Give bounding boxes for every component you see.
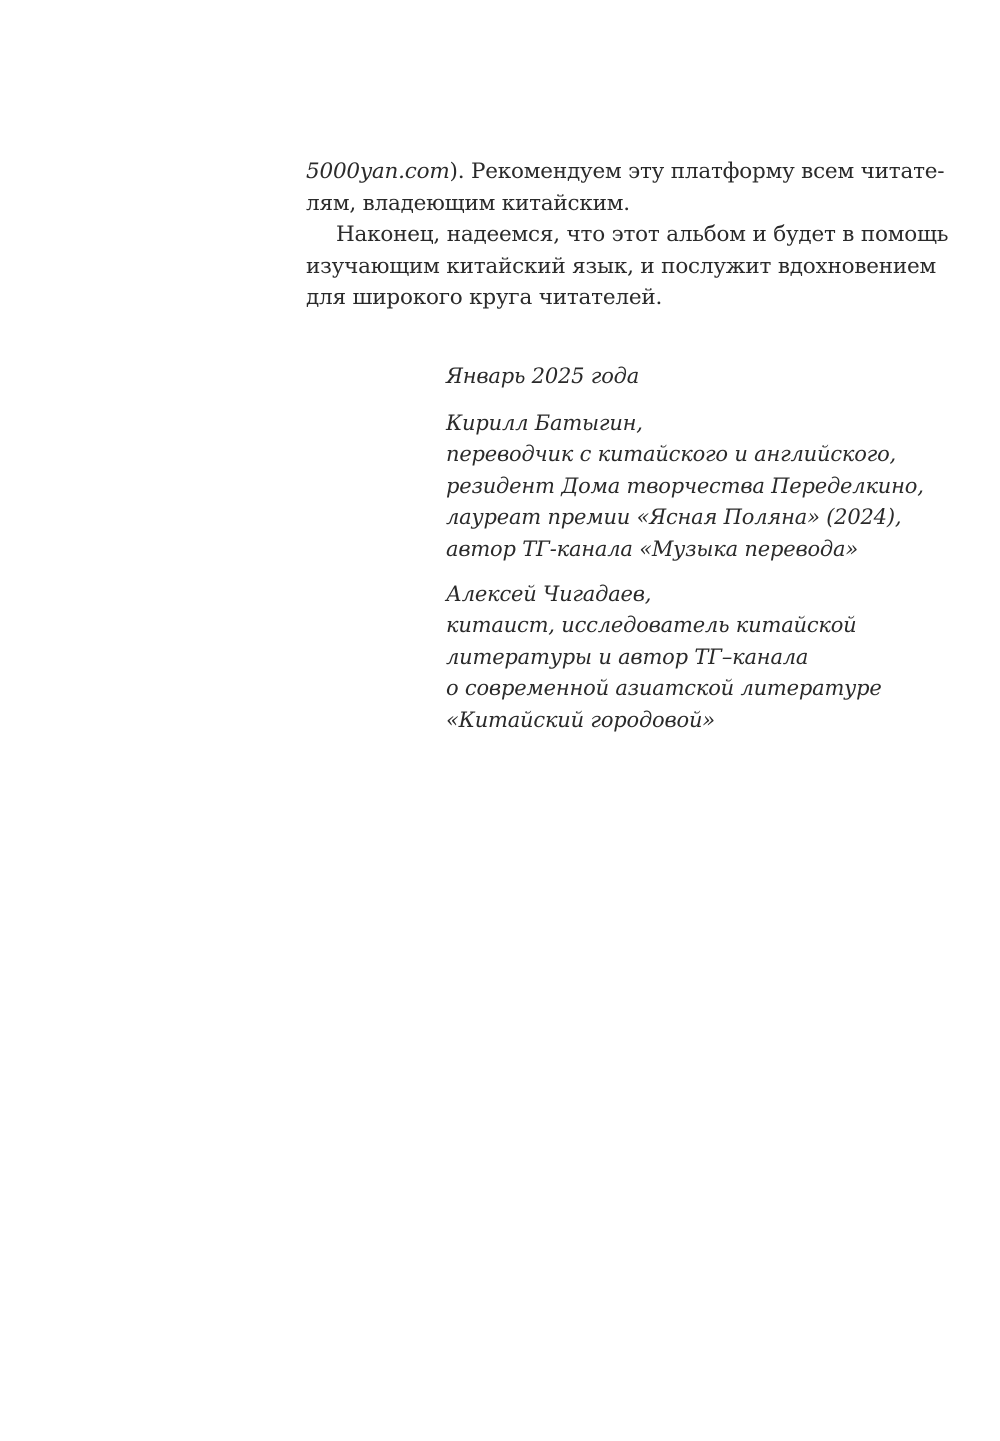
paragraph-1-line-2: лям, владеющим китайским. — [306, 190, 630, 216]
signature-date-block — [446, 361, 906, 392]
paragraph-1-line-1-text: ). Рекомендуем эту платформу всем читате- — [449, 159, 945, 184]
body-text — [306, 156, 949, 314]
paragraph-2-line-1: Наконец, надеемся, что этот альбом и будет в помощь — [336, 222, 949, 247]
author-2-credential-2: литературы и автор ТГ–канала — [446, 644, 809, 669]
author-1-credential-1: переводчик с китайского и английского, — [446, 442, 897, 467]
signature-author-1 — [446, 408, 924, 565]
author-2-name: Алексей Чигадаев, — [446, 582, 652, 606]
signature-date: Январь 2025 года — [446, 364, 640, 388]
author-1-credential-2: резидент Дома творчества Переделкино, — [446, 473, 924, 498]
signature-author-2 — [446, 579, 906, 736]
author-1-credential-4: автор ТГ-канала «Музыка перевода» — [446, 536, 858, 561]
author-1-credential-3: лауреат премии «Ясная Поляна» (2024), — [446, 505, 902, 530]
paragraph-2-line-2: изучающим китайский язык, и послужит вдохновением — [306, 253, 937, 279]
author-2-credential-4: «Китайский городовой» — [446, 707, 715, 732]
paragraph-2-line-3: для широкого круга читателей. — [306, 285, 663, 310]
author-2-credential-1: китаист, исследователь китайской — [446, 613, 857, 638]
author-2-credential-3: о современной азиатской литературе — [446, 676, 882, 701]
paragraph-1-line-1 — [306, 156, 945, 188]
website-reference: 5000yan.com — [306, 159, 450, 184]
author-1-name: Кирилл Батыгин, — [446, 411, 643, 435]
